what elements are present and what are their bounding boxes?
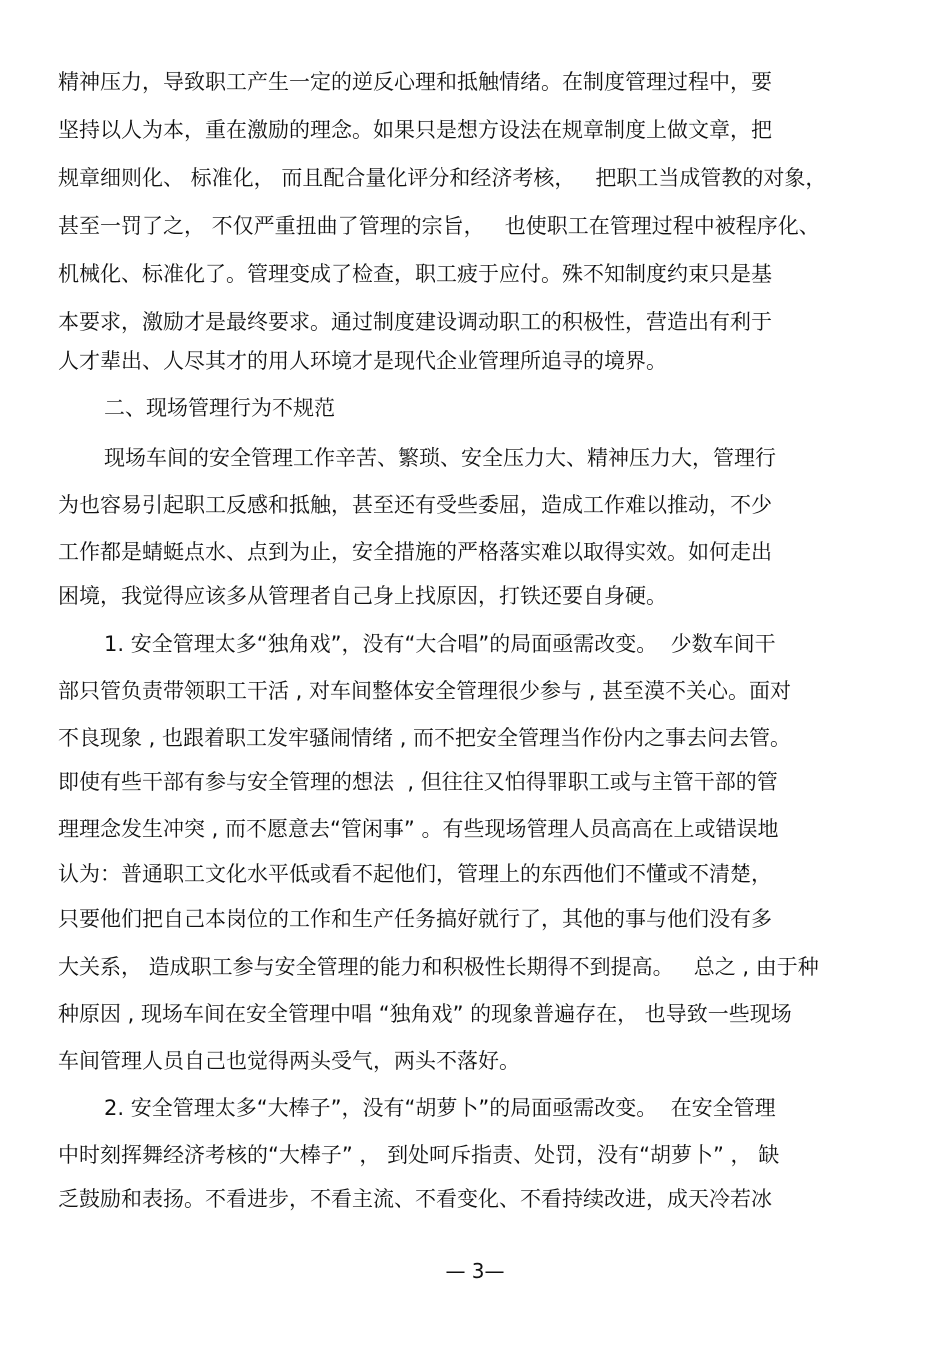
text-line: 人才辈出、人尽其才的用人环境才是现代企业管理所追寻的境界。 [58,349,667,373]
section-heading: 二、现场管理行为不规范 [104,396,335,420]
text-line: 乏鼓励和表扬。不看进步，不看主流、不看变化、不看持续改进，成天冷若冰 [58,1187,772,1211]
text-line: 1. 安全管理太多“独角戏”，没有“大合唱”的局面亟需改变。 少数车间干 [104,632,776,656]
page-number: — 3— [445,1259,505,1283]
text-line: 不良现象 , 也跟着职工发牢骚闹情绪 , 而不把安全管理当作份内之事去问去管。 [58,726,792,750]
text-line: 理理念发生冲突 , 而不愿意去“管闲事” 。有些现场管理人员高高在上或错误地 [58,817,779,841]
text-line: 即使有些干部有参与安全管理的想法 , 但往往又怕得罪职工或与主管干部的管 [58,770,778,794]
text-line: 大关系， 造成职工参与安全管理的能力和积极性长期得不到提高。 总之 , 由于种 [58,955,819,979]
text-line: 现场车间的安全管理工作辛苦、繁琐、安全压力大、精神压力大，管理行 [104,446,776,470]
text-line: 困境，我觉得应该多从管理者自己身上找原因，打铁还要自身硬。 [58,584,667,608]
text-line: 为也容易引起职工反感和抵触，甚至还有受些委屈，造成工作难以推动，不少 [58,493,772,517]
text-line: 坚持以人为本，重在激励的理念。如果只是想方设法在规章制度上做文章，把 [58,118,772,142]
text-line: 部只管负责带领职工干活 , 对车间整体安全管理很少参与 , 甚至漠不关心。面对 [58,679,792,703]
text-line: 精神压力，导致职工产生一定的逆反心理和抵触情绪。在制度管理过程中，要 [58,70,772,94]
text-line: 认为：普通职工文化水平低或看不起他们，管理上的东西他们不懂或不清楚， [58,862,772,886]
text-line: 种原因 , 现场车间在安全管理中唱 “独角戏” 的现象普遍存在， 也导致一些现场 [58,1002,792,1026]
text-line: 只要他们把自己本岗位的工作和生产任务搞好就行了，其他的事与他们没有多 [58,907,772,931]
text-line: 2. 安全管理太多“大棒子”，没有“胡萝卜”的局面亟需改变。 在安全管理 [104,1096,776,1120]
text-line: 中时刻挥舞经济考核的“大棒子” ， 到处呵斥指责、处罚，没有“胡萝卜” ， 缺 [58,1143,780,1167]
text-line: 本要求，激励才是最终要求。通过制度建设调动职工的积极性，营造出有利于 [58,310,772,334]
text-line: 车间管理人员自己也觉得两头受气，两头不落好。 [58,1049,520,1073]
text-line: 工作都是蜻蜓点水、点到为止，安全措施的严格落实难以取得实效。如何走出 [58,540,772,564]
text-line: 甚至一罚了之， 不仅严重扭曲了管理的宗旨， 也使职工在管理过程中被程序化、 [58,214,820,238]
text-line: 机械化、标准化了。管理变成了检查，职工疲于应付。殊不知制度约束只是基 [58,262,772,286]
text-line: 规章细则化、 标准化， 而且配合量化评分和经济考核， 把职工当成管教的对象， [58,166,827,190]
